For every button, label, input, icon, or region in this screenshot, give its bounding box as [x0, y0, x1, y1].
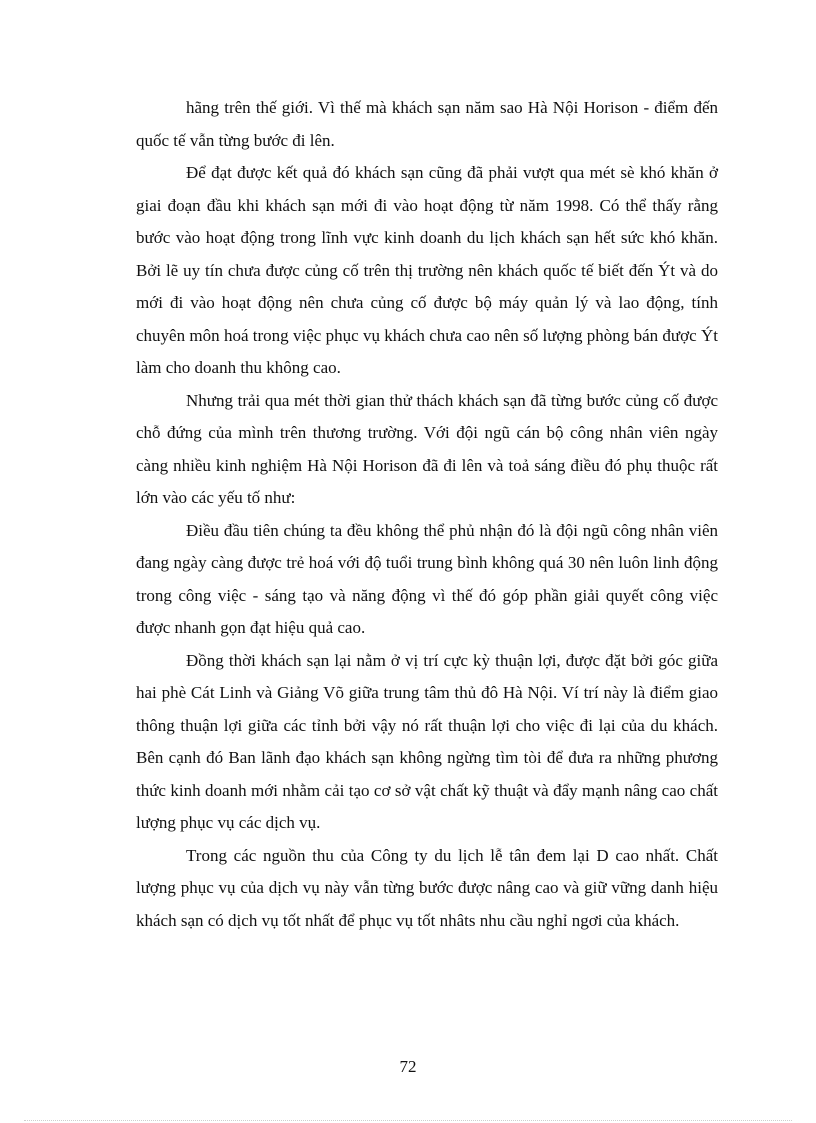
paragraph-5: Đồng thời khách sạn lại nằm ở vị trí cực kỳ thuận lợi, được đặt bởi góc giữa hai phè Cát Linh và Giảng Võ giữa trung tâm thủ đô Hà Nội. Ví trí này là điểm giao thông thuận lợi giữa các tỉnh bởi vậy nó rất thuận lợi cho việc đi lại của du khách. Bên cạnh đó Ban lãnh đạo khách sạn không ngừng tìm tòi để đưa ra những phương thức kinh doanh mới nhằm cải tạo cơ sở vật chất kỹ thuật và đẩy mạnh nâng cao chất lượng phục vụ các dịch vụ.: [136, 650, 718, 832]
paragraph-2: Để đạt được kết quả đó khách sạn cũng đã phải vượt qua mét sè khó khăn ở giai đoạn đầu khi khách sạn mới đi vào hoạt động từ năm 1998. Có thể thấy rằng bước vào hoạt động trong lĩnh vực kinh doanh du lịch khách sạn hết sức khó khăn. Bởi lẽ uy tín chưa được củng cố trên thị trường nên khách quốc tế biết đến Ýt và do mới đi vào hoạt động nên chưa củng cố được bộ máy quản lý và lao động, tính chuyên môn hoá trong việc phục vụ khách chưa cao nên số lượng phòng bán được Ýt làm cho doanh thu không cao.: [136, 163, 718, 377]
document-body: [136, 92, 718, 937]
footer-divider: [24, 1120, 792, 1121]
paragraph-1: hãng trên thế giới. Vì thế mà khách sạn năm sao Hà Nội Horison - điểm đến quốc tế vẫn từng bước đi lên.: [136, 98, 718, 150]
page-number: 72: [399, 1057, 417, 1076]
paragraph-6: Trong các nguồn thu của Công ty du lịch lễ tân đem lại D cao nhất. Chất lượng phục vụ của dịch vụ này vẫn từng bước được nâng cao và giữ vững danh hiệu khách sạn có dịch vụ tốt nhất để phục vụ tốt nhâts nhu cầu nghỉ ngơi của khách.: [136, 845, 718, 930]
paragraph-3: Nhưng trải qua mét thời gian thử thách khách sạn đã từng bước củng cố được chỗ đứng của mình trên thương trường. Với đội ngũ cán bộ công nhân viên ngày càng nhiều kinh nghiệm Hà Nội Horison đã đi lên và toả sáng điều đó phụ thuộc rất lớn vào các yếu tố như:: [136, 390, 718, 507]
paragraph-4: Điều đầu tiên chúng ta đều không thể phủ nhận đó là đội ngũ công nhân viên đang ngày càng được trẻ hoá với độ tuổi trung bình không quá 30 nên luôn linh động trong công việc - sáng tạo và năng động vì thế đó góp phần giải quyết công việc được nhanh gọn đạt hiệu quả cao.: [136, 520, 718, 637]
